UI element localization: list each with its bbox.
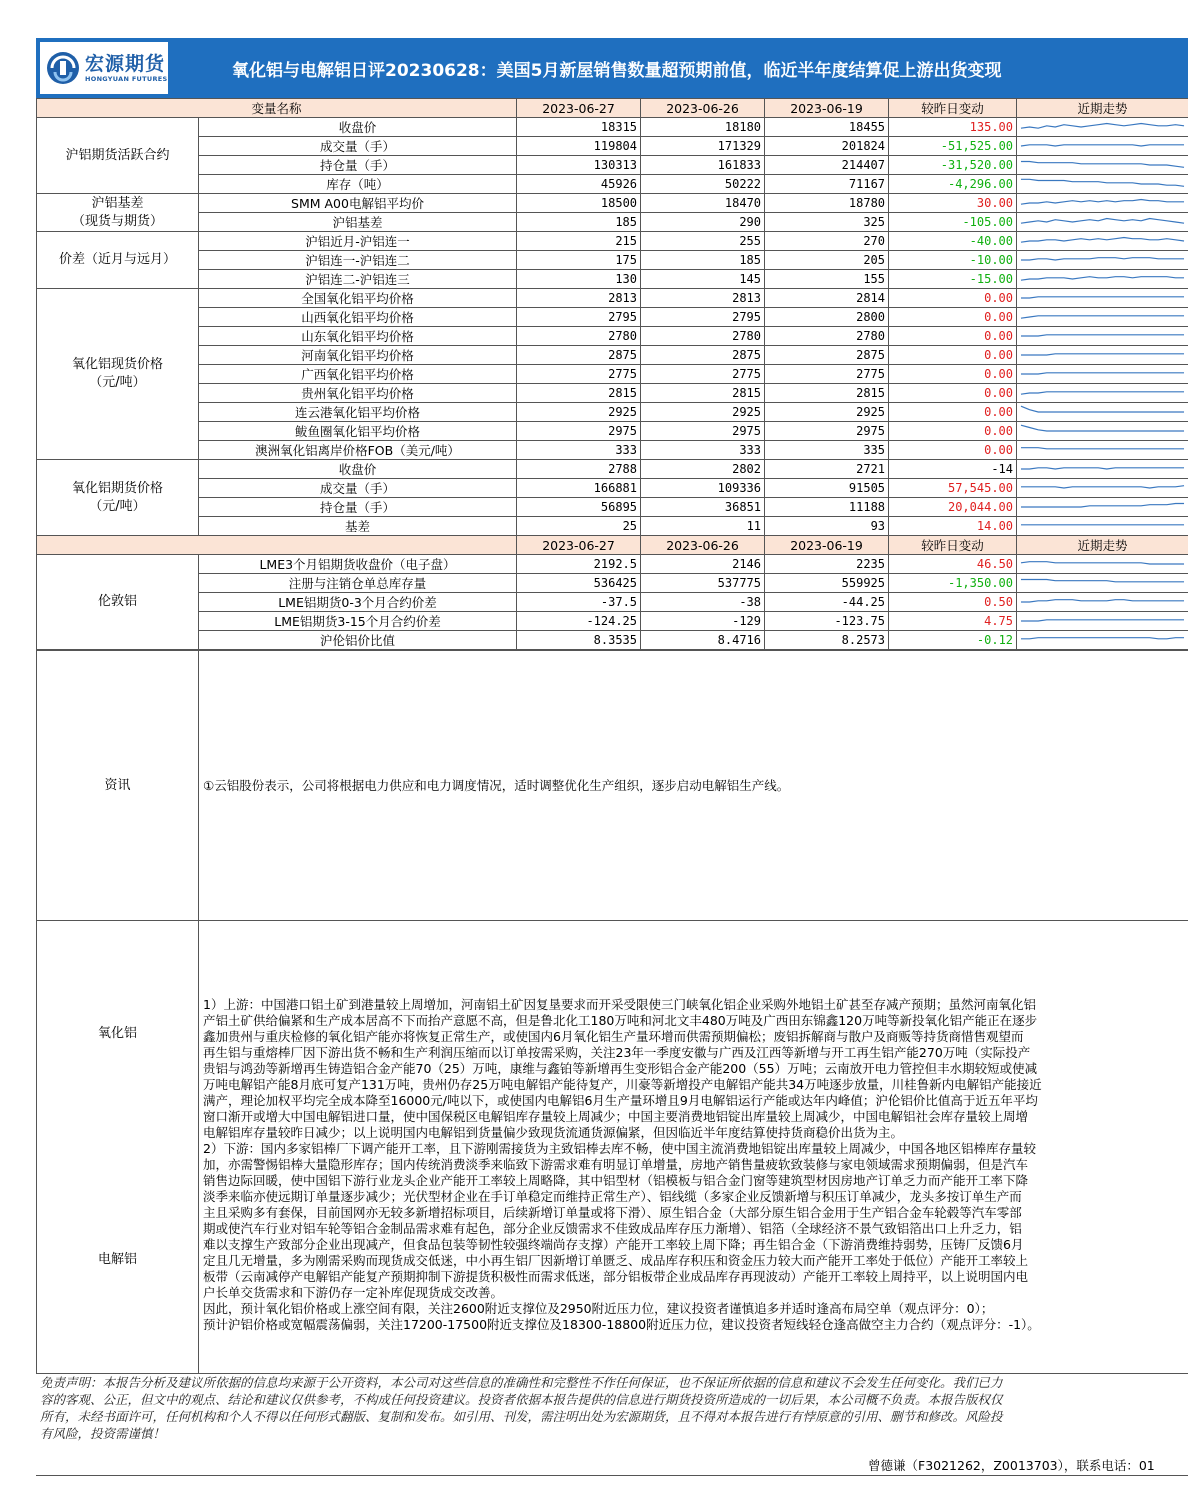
trend-sparkline bbox=[1017, 232, 1188, 251]
col-header-date2: 2023-06-26 bbox=[641, 99, 765, 118]
trend-sparkline bbox=[1017, 194, 1188, 213]
value-date2: 145 bbox=[641, 270, 765, 289]
value-date3: 8.2573 bbox=[765, 631, 889, 650]
value-date1: 2925 bbox=[517, 403, 641, 422]
daily-change: 14.00 bbox=[889, 517, 1017, 536]
disclaimer-line: 免责声明：本报告分析及建议所依据的信息均来源于公开资料，本公司对这些信息的准确性和完整性不作任何保证，也不保证所依据的信息和建议不会发生任何变化。我们已力 bbox=[40, 1375, 1003, 1390]
alumina-label: 氧化铝 bbox=[97, 1026, 137, 1041]
trend-sparkline bbox=[1017, 251, 1188, 270]
analysis-line: 鑫加贵州与重庆检修的氧化铝产能亦将恢复正常生产，或使国内6月氧化铝生产量环增而供需预期偏松；废铝拆解商与散户及商贩等持货商惜售观望而 bbox=[203, 1029, 1024, 1044]
value-date3: 93 bbox=[765, 517, 889, 536]
value-date2: 50222 bbox=[641, 175, 765, 194]
daily-change: -1,350.00 bbox=[889, 574, 1017, 593]
value-date3: 2780 bbox=[765, 327, 889, 346]
trend-sparkline bbox=[1017, 555, 1188, 574]
analysis-line: 电解铝库存量较昨日减少；以上说明国内电解铝到货量偏少致现货流通货源偏紧，但因临近半年度结算使持货商稳价出货为主。 bbox=[203, 1125, 904, 1140]
value-date1: 25 bbox=[517, 517, 641, 536]
daily-change: 46.50 bbox=[889, 555, 1017, 574]
table-row bbox=[37, 232, 1188, 251]
value-date3: 11188 bbox=[765, 498, 889, 517]
analysis-line: 淡季来临亦使远期订单量逐步减少；光伏型材企业在手订单稳定而维持正常生产）、铝线缆（多家企业反馈新增与积压订单减少，龙头多按订单生产而 bbox=[203, 1189, 1022, 1204]
row-label: 收盘价 bbox=[199, 460, 517, 479]
trend-sparkline bbox=[1017, 308, 1188, 327]
value-date1: 2815 bbox=[517, 384, 641, 403]
value-date3: 2800 bbox=[765, 308, 889, 327]
value-date2: 36851 bbox=[641, 498, 765, 517]
analysis-line: 再生铝与重熔棒厂因下游出货不畅和生产利润压缩而以订单按需采购，关注23年一季度安徽与广西及江西等新增与开工再生铝产能270万吨（实际投产 bbox=[203, 1045, 1031, 1060]
table-row bbox=[37, 631, 1188, 650]
value-date1: 130313 bbox=[517, 156, 641, 175]
daily-change: 57,545.00 bbox=[889, 479, 1017, 498]
col-header-date3: 2023-06-19 bbox=[765, 99, 889, 118]
group-lme: 伦敦铝 bbox=[37, 555, 199, 650]
table-header-row bbox=[37, 536, 1188, 555]
value-date3: 205 bbox=[765, 251, 889, 270]
table-row bbox=[37, 251, 1188, 270]
row-label: 收盘价 bbox=[199, 118, 517, 137]
value-date1: 2788 bbox=[517, 460, 641, 479]
col-header-change: 较昨日变动 bbox=[889, 99, 1017, 118]
value-date3: 2814 bbox=[765, 289, 889, 308]
value-date2: 2925 bbox=[641, 403, 765, 422]
value-date1: 2975 bbox=[517, 422, 641, 441]
row-label: 沪铝近月-沪铝连一 bbox=[199, 232, 517, 251]
data-table-wrapper bbox=[36, 98, 1188, 1374]
value-date2: 185 bbox=[641, 251, 765, 270]
trend-sparkline bbox=[1017, 384, 1188, 403]
value-date1: 2875 bbox=[517, 346, 641, 365]
row-label: 全国氧化铝平均价格 bbox=[199, 289, 517, 308]
value-date2: 537775 bbox=[641, 574, 765, 593]
row-label: 连云港氧化铝平均价格 bbox=[199, 403, 517, 422]
col-header-date1: 2023-06-27 bbox=[517, 536, 641, 555]
analysis-line: 板带（云南减停产电解铝产能复产预期抑制下游提货积极性而需求低迷，部分铝板带企业成品库存再现波动）产能开工率较上周持平，以上说明国内电 bbox=[203, 1269, 1029, 1284]
value-date3: 2815 bbox=[765, 384, 889, 403]
trend-sparkline bbox=[1017, 156, 1188, 175]
value-date1: 166881 bbox=[517, 479, 641, 498]
value-date2: 109336 bbox=[641, 479, 765, 498]
analysis-line: 主且采购多有套保，目前国网亦无较多新增招标项目，后续新增订单量或将下滑）、原生铝合金（大部分原生铝合金用于生产铝合金车轮毂等汽车零部 bbox=[203, 1205, 1022, 1220]
market-data-table bbox=[36, 98, 1188, 650]
value-date3: 71167 bbox=[765, 175, 889, 194]
col-header-date1: 2023-06-27 bbox=[517, 99, 641, 118]
value-date3: 214407 bbox=[765, 156, 889, 175]
value-date2: 161833 bbox=[641, 156, 765, 175]
table-row bbox=[37, 289, 1188, 308]
table-row bbox=[37, 403, 1188, 422]
analysis-line: 户长单交货需求和下游仍存一定补库促现货成交改善。 bbox=[203, 1285, 504, 1300]
value-date2: -129 bbox=[641, 612, 765, 631]
group-alumina-futures: 氧化铝期货价格 （元/吨） bbox=[37, 460, 199, 536]
logo-name-en: HONGYUAN FUTURES bbox=[85, 75, 168, 83]
value-date1: 130 bbox=[517, 270, 641, 289]
value-date1: 536425 bbox=[517, 574, 641, 593]
value-date2: 2815 bbox=[641, 384, 765, 403]
col-header-trend: 近期走势 bbox=[1017, 99, 1188, 118]
table-row bbox=[37, 308, 1188, 327]
analysis-line: 预计沪铝价格或宽幅震荡偏弱，关注17200-17500附近支撑位及18300-18800附近压力位，建议投资者短线轻仓逢高做空主力合约（观点评分：-1）。 bbox=[203, 1317, 1040, 1332]
daily-change: 0.00 bbox=[889, 289, 1017, 308]
value-date3: 2775 bbox=[765, 365, 889, 384]
daily-change: -4,296.00 bbox=[889, 175, 1017, 194]
analysis-line: 窗口渐开或增大中国电解铝进口量，使中国保税区电解铝库存量较上周减少；中国主要消费地铝锭出库量较上周减少，中国电解铝社会库存量较上周增 bbox=[203, 1109, 1029, 1124]
table-row bbox=[37, 194, 1188, 213]
value-date1: 2775 bbox=[517, 365, 641, 384]
value-date1: 2780 bbox=[517, 327, 641, 346]
disclaimer bbox=[36, 1372, 1188, 1444]
value-date2: 2775 bbox=[641, 365, 765, 384]
row-label: 广西氧化铝平均价格 bbox=[199, 365, 517, 384]
col-header-date2: 2023-06-26 bbox=[641, 536, 765, 555]
value-date2: 18180 bbox=[641, 118, 765, 137]
row-label: LME3个月铝期货收盘价（电子盘） bbox=[199, 555, 517, 574]
value-date3: 2975 bbox=[765, 422, 889, 441]
daily-change: 0.00 bbox=[889, 327, 1017, 346]
daily-change: -31,520.00 bbox=[889, 156, 1017, 175]
analysis-line: 难以支撑生产致部分企业出现减产，但食品包装等韧性较强终端尚存支撑）产能开工率较上周下降；再生铝合金（下游消费维持弱势，压铸厂反馈6月 bbox=[203, 1237, 1024, 1252]
daily-change: 0.00 bbox=[889, 308, 1017, 327]
trend-sparkline bbox=[1017, 175, 1188, 194]
value-date3: 2721 bbox=[765, 460, 889, 479]
disclaimer-line: 有风险，投资需谨慎！ bbox=[40, 1426, 166, 1441]
value-date2: 18470 bbox=[641, 194, 765, 213]
trend-sparkline bbox=[1017, 612, 1188, 631]
value-date1: 119804 bbox=[517, 137, 641, 156]
trend-sparkline bbox=[1017, 498, 1188, 517]
value-date2: 2146 bbox=[641, 555, 765, 574]
row-label: LME铝期货0-3个月合约价差 bbox=[199, 593, 517, 612]
table-row bbox=[37, 422, 1188, 441]
table-row bbox=[37, 137, 1188, 156]
col-header-date3: 2023-06-19 bbox=[765, 536, 889, 555]
commentary-table bbox=[36, 650, 1188, 1374]
value-date1: 18315 bbox=[517, 118, 641, 137]
trend-sparkline bbox=[1017, 213, 1188, 232]
value-date3: 91505 bbox=[765, 479, 889, 498]
group-alumina-spot: 氧化铝现货价格 （元/吨） bbox=[37, 289, 199, 460]
table-row bbox=[37, 574, 1188, 593]
analysis-line: 定且几无增量，多为刚需采购而现货成交低迷，中小再生铝厂因新增订单匮乏、成品库存积压和资金压力较大而产能开工率处于低位）产能开工率较上 bbox=[203, 1253, 1029, 1268]
daily-change: 135.00 bbox=[889, 118, 1017, 137]
analysis-line: 因此，预计氧化铝价格或上涨空间有限，关注2600附近支撑位及2950附近压力位，建议投资者谨慎追多并适时逢高布局空单（观点评分：0）； bbox=[203, 1301, 994, 1316]
trend-sparkline bbox=[1017, 631, 1188, 650]
table-row bbox=[37, 555, 1188, 574]
table-row bbox=[37, 479, 1188, 498]
daily-change: -105.00 bbox=[889, 213, 1017, 232]
value-date1: 2795 bbox=[517, 308, 641, 327]
value-date2: 2975 bbox=[641, 422, 765, 441]
daily-change: -40.00 bbox=[889, 232, 1017, 251]
daily-change: 0.00 bbox=[889, 441, 1017, 460]
trend-sparkline bbox=[1017, 574, 1188, 593]
col-header-change: 较昨日变动 bbox=[889, 536, 1017, 555]
trend-sparkline bbox=[1017, 270, 1188, 289]
value-date1: 185 bbox=[517, 213, 641, 232]
logo-emblem-icon bbox=[46, 51, 80, 85]
daily-change: -15.00 bbox=[889, 270, 1017, 289]
value-date3: 2875 bbox=[765, 346, 889, 365]
row-label: 贵州氧化铝平均价格 bbox=[199, 384, 517, 403]
daily-change: 0.00 bbox=[889, 346, 1017, 365]
trend-sparkline bbox=[1017, 403, 1188, 422]
electrolytic-aluminum-label: 电解铝 bbox=[97, 1252, 137, 1267]
value-date3: -123.75 bbox=[765, 612, 889, 631]
table-row bbox=[37, 175, 1188, 194]
disclaimer-line: 所有，未经书面许可，任何机构和个人不得以任何形式翻版、复制和发布。如引用、刊发，需注明出处为宏源期货，且不得对本报告进行有悖原意的引用、删节和修改。风险投 bbox=[40, 1409, 1003, 1424]
table-row bbox=[37, 156, 1188, 175]
row-label: 注册与注销仓单总库存量 bbox=[199, 574, 517, 593]
table-row bbox=[37, 384, 1188, 403]
trend-sparkline bbox=[1017, 517, 1188, 536]
group-shfe-active: 沪铝期货活跃合约 bbox=[37, 118, 199, 194]
value-date1: 2192.5 bbox=[517, 555, 641, 574]
value-date2: -38 bbox=[641, 593, 765, 612]
trend-sparkline bbox=[1017, 118, 1188, 137]
daily-change: -51,525.00 bbox=[889, 137, 1017, 156]
disclaimer-line: 容的客观、公正，但文中的观点、结论和建议仅供参考，不构成任何投资建议。投资者依据本报告提供的信息进行期货投资所造成的一切后果，本公司概不负责。本报告版权仅 bbox=[40, 1392, 1003, 1407]
analysis-line: 贵铝与鸿劲等新增再生铸造铝合金产能70（25）万吨，康维与鑫铂等新增再生变形铝合金产能200（55）万吨；云南放开电力管控但丰水期较短或使减 bbox=[203, 1061, 1038, 1076]
row-label: 持仓量（手） bbox=[199, 156, 517, 175]
table-row bbox=[37, 327, 1188, 346]
group-spread: 价差（近月与远月） bbox=[37, 232, 199, 289]
table-header-row bbox=[37, 99, 1188, 118]
value-date3: 2925 bbox=[765, 403, 889, 422]
trend-sparkline bbox=[1017, 289, 1188, 308]
value-date1: -37.5 bbox=[517, 593, 641, 612]
analysis-line: 万吨电解铝产能8月底可复产131万吨，贵州仍存25万吨电解铝产能待复产，川豪等新增投产电解铝产能共34万吨逐步放量，川桂鲁新内电解铝产能接近 bbox=[203, 1077, 1042, 1092]
row-label: 沪铝连一-沪铝连二 bbox=[199, 251, 517, 270]
table-row bbox=[37, 346, 1188, 365]
news-label: 资讯 bbox=[37, 651, 199, 921]
news-text: ①云铝股份表示，公司将根据电力供应和电力调度情况，适时调整优化生产组织，逐步启动电解铝生产线。 bbox=[199, 651, 1188, 921]
value-date3: 2235 bbox=[765, 555, 889, 574]
daily-change: 0.00 bbox=[889, 422, 1017, 441]
value-date1: 2813 bbox=[517, 289, 641, 308]
value-date1: 8.3535 bbox=[517, 631, 641, 650]
trend-sparkline bbox=[1017, 441, 1188, 460]
analysis-line: 满产，理论加权平均完全成本降至16000元/吨以下，或使国内电解铝6月生产量环增且9月电解铝运行产能或达年内峰值；沪伦铝价比值高于近五年平均 bbox=[203, 1093, 1038, 1108]
trend-sparkline bbox=[1017, 593, 1188, 612]
row-label: 沪铝连二-沪铝连三 bbox=[199, 270, 517, 289]
value-date3: 18455 bbox=[765, 118, 889, 137]
trend-sparkline bbox=[1017, 137, 1188, 156]
value-date1: 333 bbox=[517, 441, 641, 460]
analysis-text bbox=[199, 921, 1188, 1374]
value-date3: 18780 bbox=[765, 194, 889, 213]
trend-sparkline bbox=[1017, 460, 1188, 479]
analysis-line: 加，亦需警惕铝棒大量隐形库存；国内传统消费淡季来临致下游需求难有明显订单增量，房地产销售量疲软致装修与家电领域需求预期偏弱，但是汽车 bbox=[203, 1157, 1029, 1172]
value-date2: 2875 bbox=[641, 346, 765, 365]
report-header bbox=[36, 38, 1188, 98]
col-header-name bbox=[37, 536, 517, 555]
trend-sparkline bbox=[1017, 479, 1188, 498]
row-label: 成交量（手） bbox=[199, 479, 517, 498]
daily-change: 20,044.00 bbox=[889, 498, 1017, 517]
value-date2: 290 bbox=[641, 213, 765, 232]
row-label: LME铝期货3-15个月合约价差 bbox=[199, 612, 517, 631]
analysis-line: 期或使汽车行业对铝车轮等铝合金制品需求难有起色，部分企业反馈需求不佳致成品库存压力渐增）、铝箔（全球经济不景气致铝箔出口上升乏力，铝 bbox=[203, 1221, 1022, 1236]
row-label: 鲅鱼圈氧化铝平均价格 bbox=[199, 422, 517, 441]
analysis-line: 销售边际回暖，使中国铝下游行业龙头企业产能开工率较上周略降，其中铝型材（铝模板与铝合金门窗等建筑型材因房地产订单乏力而产能开工率下降 bbox=[203, 1173, 1029, 1188]
analysis-line: 1）上游：中国港口铝土矿到港量较上周增加，河南铝土矿因复垦要求而开采受限使三门峡氧化铝企业采购外地铝土矿甚至存减产预期；虽然河南氧化铝 bbox=[203, 997, 1036, 1012]
table-row bbox=[37, 118, 1188, 137]
value-date1: 215 bbox=[517, 232, 641, 251]
value-date2: 11 bbox=[641, 517, 765, 536]
daily-change: -0.12 bbox=[889, 631, 1017, 650]
row-label: 沪伦铝价比值 bbox=[199, 631, 517, 650]
row-label: 山东氧化铝平均价格 bbox=[199, 327, 517, 346]
daily-change: -10.00 bbox=[889, 251, 1017, 270]
daily-change: 0.50 bbox=[889, 593, 1017, 612]
analysis-line: 产铝土矿供给偏紧和生产成本居高不下而抬产意愿不高，但是鲁北化工180万吨和河北文丰480万吨及广西田东锦鑫120万吨等新投氧化铝产能正在逐步 bbox=[203, 1013, 1038, 1028]
value-date2: 2802 bbox=[641, 460, 765, 479]
row-label: SMM A00电解铝平均价 bbox=[199, 194, 517, 213]
company-logo bbox=[40, 42, 168, 94]
daily-change: 0.00 bbox=[889, 384, 1017, 403]
value-date2: 333 bbox=[641, 441, 765, 460]
trend-sparkline bbox=[1017, 422, 1188, 441]
table-row bbox=[37, 270, 1188, 289]
daily-change: 30.00 bbox=[889, 194, 1017, 213]
table-row bbox=[37, 441, 1188, 460]
trend-sparkline bbox=[1017, 327, 1188, 346]
row-label: 基差 bbox=[199, 517, 517, 536]
trend-sparkline bbox=[1017, 365, 1188, 384]
table-row bbox=[37, 593, 1188, 612]
value-date3: -44.25 bbox=[765, 593, 889, 612]
value-date2: 8.4716 bbox=[641, 631, 765, 650]
value-date1: 45926 bbox=[517, 175, 641, 194]
row-label: 成交量（手） bbox=[199, 137, 517, 156]
value-date2: 255 bbox=[641, 232, 765, 251]
value-date1: 56895 bbox=[517, 498, 641, 517]
row-label: 沪铝基差 bbox=[199, 213, 517, 232]
table-row bbox=[37, 365, 1188, 384]
value-date2: 171329 bbox=[641, 137, 765, 156]
value-date3: 155 bbox=[765, 270, 889, 289]
group-basis: 沪铝基差 （现货与期货） bbox=[37, 194, 199, 232]
logo-name-cn: 宏源期货 bbox=[85, 53, 166, 75]
table-row bbox=[37, 460, 1188, 479]
value-date2: 2795 bbox=[641, 308, 765, 327]
row-label: 库存（吨） bbox=[199, 175, 517, 194]
col-header-name: 变量名称 bbox=[37, 99, 517, 118]
table-row bbox=[37, 213, 1188, 232]
daily-change: 0.00 bbox=[889, 403, 1017, 422]
row-label: 持仓量（手） bbox=[199, 498, 517, 517]
daily-change: -14 bbox=[889, 460, 1017, 479]
table-row bbox=[37, 612, 1188, 631]
value-date1: 175 bbox=[517, 251, 641, 270]
trend-sparkline bbox=[1017, 346, 1188, 365]
table-row bbox=[37, 517, 1188, 536]
value-date3: 335 bbox=[765, 441, 889, 460]
analysis-line: 2）下游：国内多家铝棒厂下调产能开工率，且下游刚需接货为主致铝棒去库不畅，使中国主流消费地铝锭出库量较上周减少，中国各地区铝棒库存量较 bbox=[203, 1141, 1036, 1156]
value-date1: 18500 bbox=[517, 194, 641, 213]
value-date1: -124.25 bbox=[517, 612, 641, 631]
value-date3: 325 bbox=[765, 213, 889, 232]
daily-change: 0.00 bbox=[889, 365, 1017, 384]
report-title: 氧化铝与电解铝日评20230628：美国5月新屋销售数量超预期前值，临近半年度结算促上游出货变现 bbox=[232, 60, 1002, 81]
col-header-trend: 近期走势 bbox=[1017, 536, 1188, 555]
value-date3: 270 bbox=[765, 232, 889, 251]
value-date2: 2813 bbox=[641, 289, 765, 308]
value-date3: 201824 bbox=[765, 137, 889, 156]
table-row bbox=[37, 498, 1188, 517]
row-label: 澳洲氧化铝离岸价格FOB（美元/吨） bbox=[199, 441, 517, 460]
daily-change: 4.75 bbox=[889, 612, 1017, 631]
author-contact: 曾德谦（F3021262，Z0013703），联系电话：01 bbox=[36, 1456, 1188, 1476]
row-label: 山西氧化铝平均价格 bbox=[199, 308, 517, 327]
value-date2: 2780 bbox=[641, 327, 765, 346]
row-label: 河南氧化铝平均价格 bbox=[199, 346, 517, 365]
value-date3: 559925 bbox=[765, 574, 889, 593]
